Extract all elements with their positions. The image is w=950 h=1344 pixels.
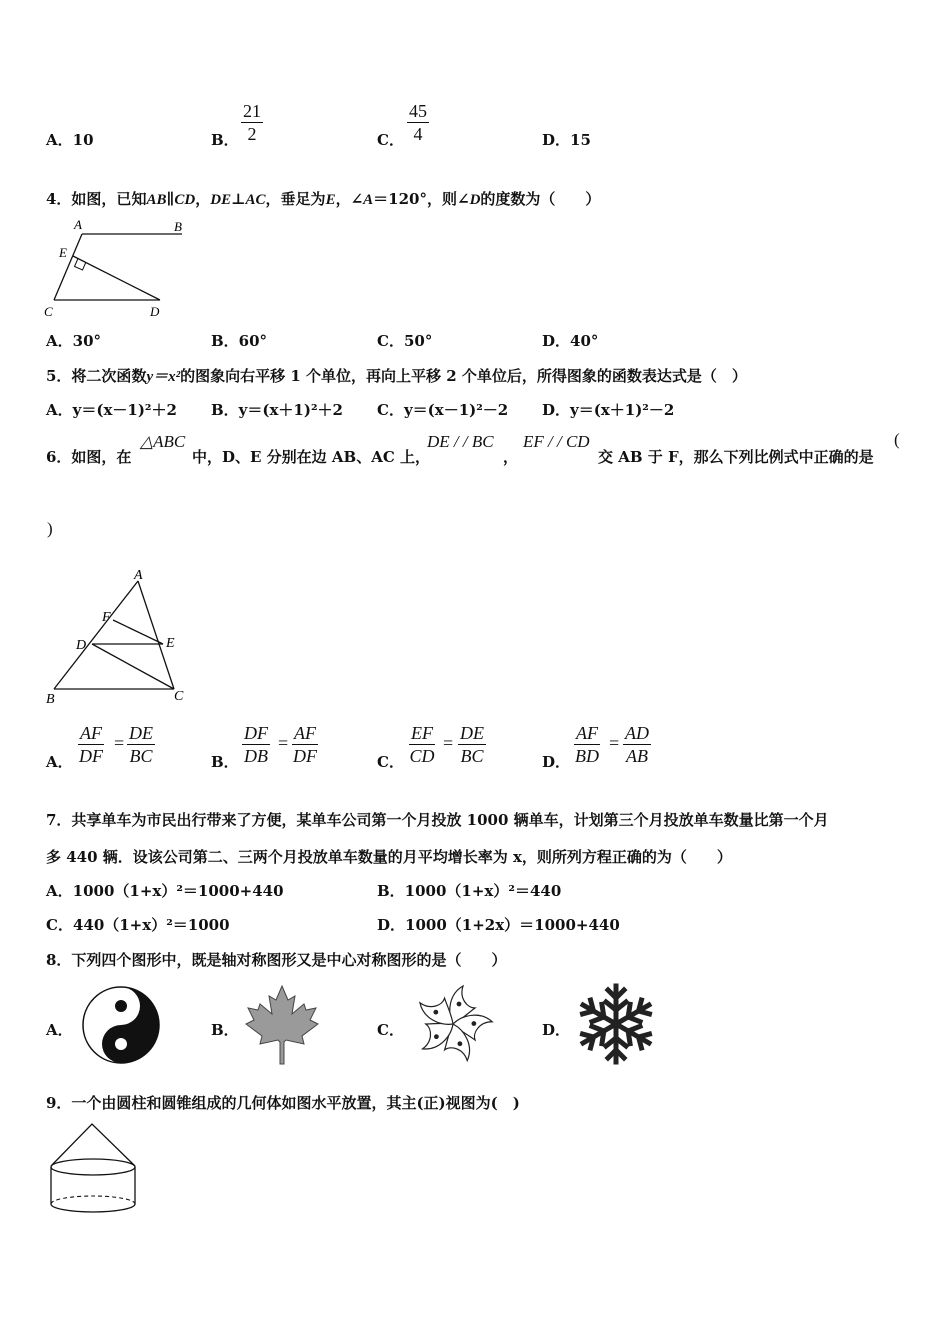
q6-option-d-frac2: $\frac{AD}{AB}$ [625, 723, 649, 766]
q5-stem: 5．将二次函数y＝x²的图象向右平移 1 个单位，再向上平移 2 个单位后，所得图象的函数表达式是（ ） [46, 367, 747, 385]
q6-middle: 中，D、E 分别在边 AB、AC 上， [192, 448, 431, 466]
q4-option-b: B．60° [211, 332, 268, 350]
cylinder-cone-figure [44, 1118, 144, 1220]
q3-option-b-label: B． [211, 131, 239, 149]
yin-yang-icon [76, 980, 168, 1070]
label-a: A [134, 568, 143, 583]
label-d: D [76, 638, 87, 653]
q6-prefix: 6．如图，在 [46, 448, 132, 466]
line-ac [54, 234, 82, 300]
label-b: B [174, 219, 182, 234]
q6-option-b-frac1: $\frac{DF}{DB}$ [244, 723, 268, 766]
q9-stem: 9．一个由圆柱和圆锥组成的几何体如图水平放置，其主(正)视图为( ) [46, 1094, 520, 1112]
q6-option-c-equals: = [443, 733, 454, 753]
q6-option-c-frac2: $\frac{DE}{BC}$ [460, 723, 484, 766]
q6-option-d-label: D． [542, 753, 571, 771]
q8-option-d-label: D． [542, 1021, 571, 1039]
label-e: E [166, 636, 175, 651]
q8-option-c-label: C． [377, 1021, 404, 1039]
maple-leaf-icon [240, 980, 324, 1068]
q6-separator: ， [503, 448, 519, 466]
q3-option-d: D．15 [542, 131, 591, 149]
q7-option-a: A．1000（1+x）²＝1000+440 [46, 882, 284, 900]
bauhinia-flower-icon [405, 978, 501, 1070]
q5-option-a: A．y＝(x－1)²＋2 [46, 401, 177, 419]
q6-close-paren: ) [47, 519, 53, 538]
label-e: E [59, 245, 67, 260]
label-c: C [174, 689, 184, 704]
q6-option-c-frac1: $\frac{EF}{CD}$ [409, 723, 435, 766]
snowflake-icon [572, 980, 660, 1068]
q5-option-c: C．y＝(x－1)²－2 [377, 401, 509, 419]
q6-option-a-equals: = [114, 733, 125, 753]
q8-option-b-label: B． [211, 1021, 239, 1039]
q6-option-b-frac2: $\frac{AF}{DF}$ [293, 723, 317, 766]
label-c: C [44, 304, 53, 319]
q6-option-a-frac2: $\frac{DE}{BC}$ [129, 723, 153, 766]
q4-figure [40, 212, 200, 322]
q6-option-c-label: C． [377, 753, 404, 771]
q5-option-b: B．y＝(x＋1)²＋2 [211, 401, 343, 419]
label-f: F [102, 610, 111, 625]
q3-option-c-fraction: $\frac{45}{4}$ [409, 101, 427, 144]
q7-option-b: B．1000（1+x）²＝440 [377, 882, 562, 900]
q7-option-c: C．440（1+x）²＝1000 [46, 916, 230, 934]
label-b: B [46, 692, 55, 707]
q6-suffix: 交 AB 于 F，那么下列比例式中正确的是 [598, 448, 874, 466]
q4-option-d: D．40° [542, 332, 599, 350]
q3-option-c-label: C． [377, 131, 404, 149]
q3-option-a: A．10 [46, 131, 94, 149]
q6-condition-2: EF / / CD [523, 432, 590, 451]
q6-option-d-frac1: $\frac{AF}{BD}$ [575, 723, 599, 766]
q3-option-b-fraction: $\frac{21}{2}$ [243, 101, 261, 144]
line-ab [54, 581, 138, 689]
q6-condition-1: DE / / BC [427, 432, 494, 451]
q6-option-b-label: B． [211, 753, 239, 771]
label-a: A [74, 217, 82, 232]
q4-stem: 4．如图，已知AB∥CD，DE⊥AC，垂足为E，∠A＝120°，则∠D的度数为（ ） [46, 190, 601, 208]
q6-option-a-frac1: $\frac{AF}{DF}$ [79, 723, 103, 766]
label-d: D [150, 304, 160, 319]
q6-option-a-label: A． [46, 753, 73, 771]
q5-option-d: D．y＝(x＋1)²－2 [542, 401, 675, 419]
q7-stem-line1: 7．共享单车为市民出行带来了方便，某单车公司第一个月投放 1000 辆单车，计划第三个月投放单车数量比第一个月 [46, 811, 829, 829]
q7-option-d: D．1000（1+2x）＝1000+440 [377, 916, 620, 934]
q6-open-paren: ( [894, 430, 900, 449]
q6-option-d-equals: = [609, 733, 620, 753]
q6-figure [40, 565, 200, 715]
q8-stem: 8．下列四个图形中，既是轴对称图形又是中心对称图形的是（ ） [46, 951, 507, 969]
q8-option-a-label: A． [46, 1021, 73, 1039]
q4-option-c: C．50° [377, 332, 433, 350]
q4-option-a: A．30° [46, 332, 102, 350]
q7-stem-line2: 多 440 辆．设该公司第二、三两个月投放单车数量的月平均增长率为 x，则所列方程正确的为（ ） [46, 848, 732, 866]
q6-option-b-equals: = [278, 733, 289, 753]
q6-triangle: △ABC [140, 432, 186, 451]
